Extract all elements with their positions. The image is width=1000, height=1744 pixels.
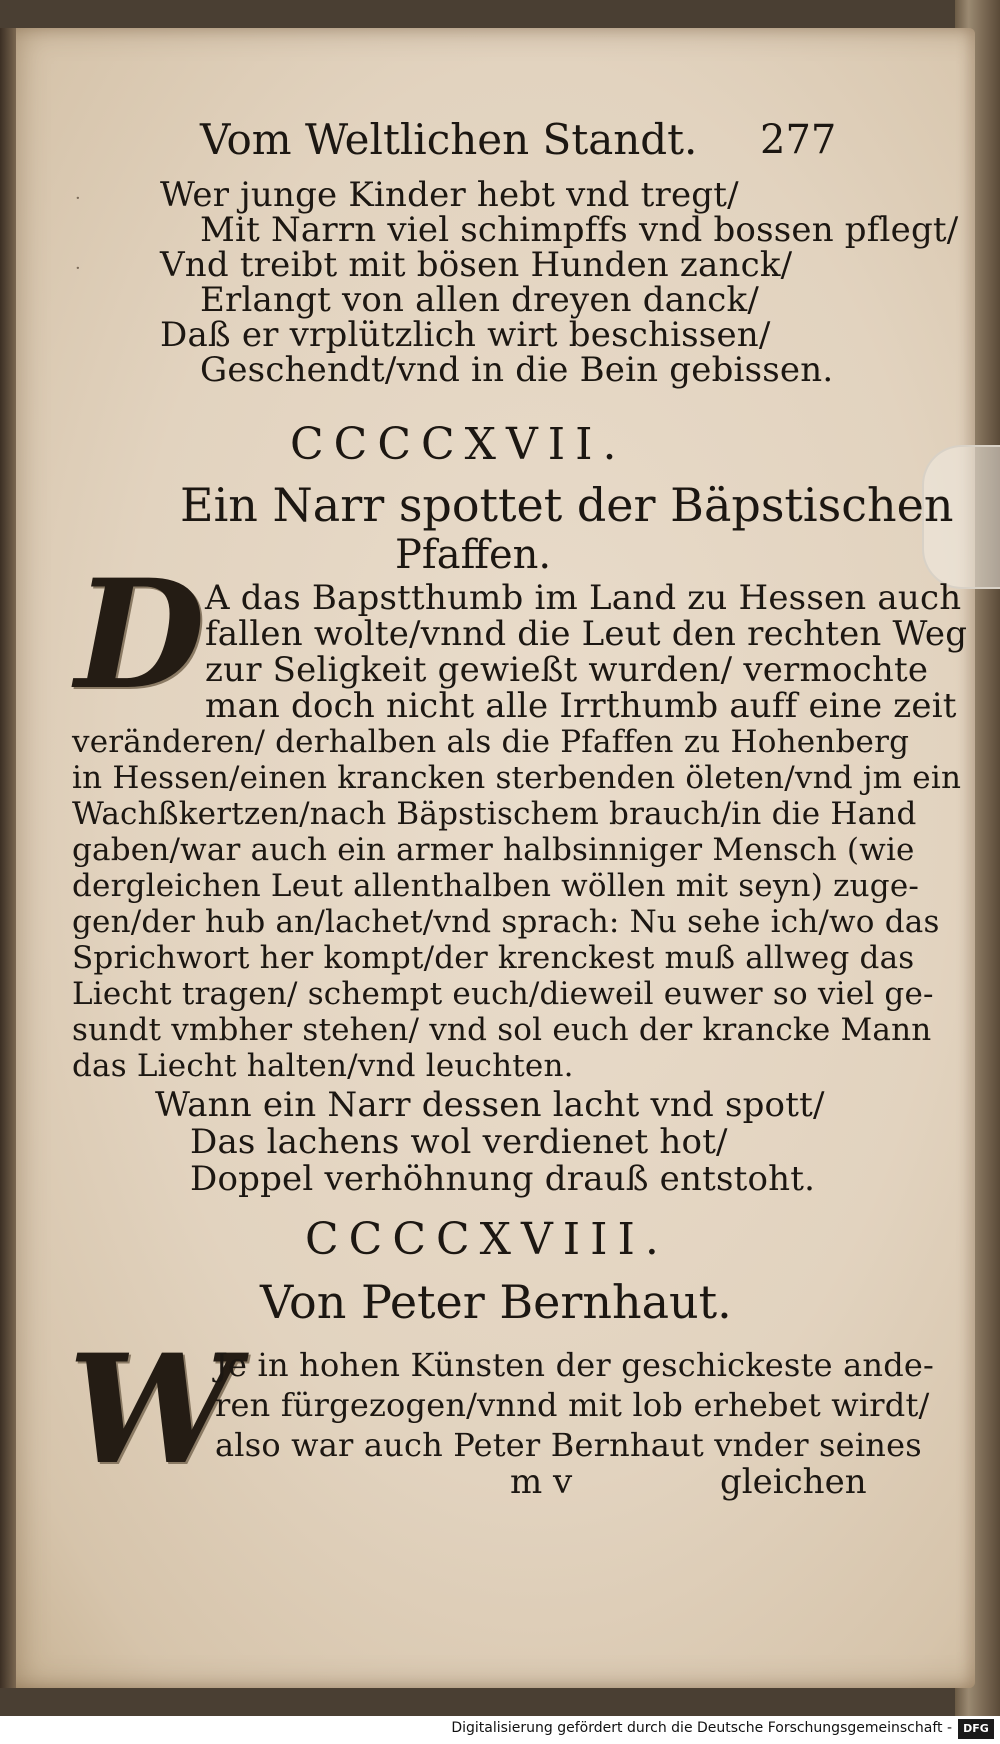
- dropcap-initial: D: [75, 547, 206, 723]
- signature-mark: m v: [510, 1462, 573, 1502]
- body-line: A das Bapstthumb im Land zu Hessen auch: [205, 578, 962, 618]
- verse-line: Mit Narrn viel schimpffs vnd bossen pflegt/: [200, 210, 959, 250]
- dfg-logo: DFG: [958, 1719, 994, 1739]
- footer-credit: Digitalisierung gefördert durch die Deutsche Forschungsgemeinschaft -: [451, 1720, 952, 1736]
- body-line: Je in hohen Künsten der geschickeste ande-: [215, 1346, 935, 1384]
- body-line: fallen wolte/vnnd die Leut den rechten Weg: [205, 614, 968, 654]
- body-line: sundt vmbher stehen/ vnd sol euch der krancke Mann: [72, 1012, 932, 1048]
- verse-line: Wer junge Kinder hebt vnd tregt/: [160, 175, 739, 215]
- body-line: das Liecht halten/vnd leuchten.: [72, 1048, 574, 1084]
- verse-line: Wann ein Narr dessen lacht vnd spott/: [155, 1085, 825, 1125]
- margin-mark: ·: [75, 188, 81, 209]
- section-number: CCCCXVIII.: [305, 1214, 669, 1265]
- running-header: [200, 115, 840, 165]
- verse-line: Erlangt von allen dreyen danck/: [200, 280, 759, 320]
- section-title: Ein Narr spottet der Bäpstischen: [180, 478, 954, 532]
- verse-line: Doppel verhöhnung drauß entstoht.: [190, 1159, 816, 1199]
- body-line: veränderen/ derhalben als die Pfaffen zu Hohenberg: [72, 724, 910, 760]
- page-number: 277: [760, 117, 837, 163]
- verse-line: Daß er vrplützlich wirt beschissen/: [160, 315, 771, 355]
- catchword: gleichen: [720, 1462, 867, 1502]
- body-line: man doch nicht alle Irrthumb auff eine zeit: [205, 686, 957, 726]
- body-line: dergleichen Leut allenthalben wöllen mit seyn) zuge-: [72, 868, 920, 904]
- body-line: Wachßkertzen/nach Bäpstischem brauch/in die Hand: [72, 796, 917, 832]
- dropcap-initial: W: [68, 1322, 237, 1498]
- body-line: Sprichwort her kompt/der krenckest muß allweg das: [72, 940, 915, 976]
- verse-line: Das lachens wol verdienet hot/: [190, 1122, 728, 1162]
- body-line: gaben/war auch ein armer halbsinniger Mensch (wie: [72, 832, 915, 868]
- body-line: in Hessen/einen krancken sterbenden öleten/vnd jm ein: [72, 760, 962, 796]
- body-line: also war auch Peter Bernhaut vnder seines: [215, 1426, 922, 1464]
- page-gutter: [0, 28, 16, 1688]
- section-number: CCCCXVII.: [290, 419, 627, 470]
- verse-line: Vnd treibt mit bösen Hunden zanck/: [160, 245, 793, 285]
- section-title: Von Peter Bernhaut.: [260, 1275, 732, 1329]
- verse-line: Geschendt/vnd in die Bein gebissen.: [200, 350, 834, 390]
- section-title-continued: Pfaffen.: [395, 532, 552, 578]
- footer-bar: [0, 1716, 1000, 1744]
- header-title: Vom Weltlichen Standt.: [200, 115, 698, 164]
- margin-mark: ·: [75, 258, 81, 279]
- body-line: zur Seligkeit gewießt wurden/ vermochte: [205, 650, 929, 690]
- body-line: ren fürgezogen/vnnd mit lob erhebet wirdt/: [215, 1386, 930, 1424]
- body-line: gen/der hub an/lachet/vnd sprach: Nu sehe ich/wo das: [72, 904, 940, 940]
- body-line: Liecht tragen/ schempt euch/dieweil euwer so viel ge-: [72, 976, 934, 1012]
